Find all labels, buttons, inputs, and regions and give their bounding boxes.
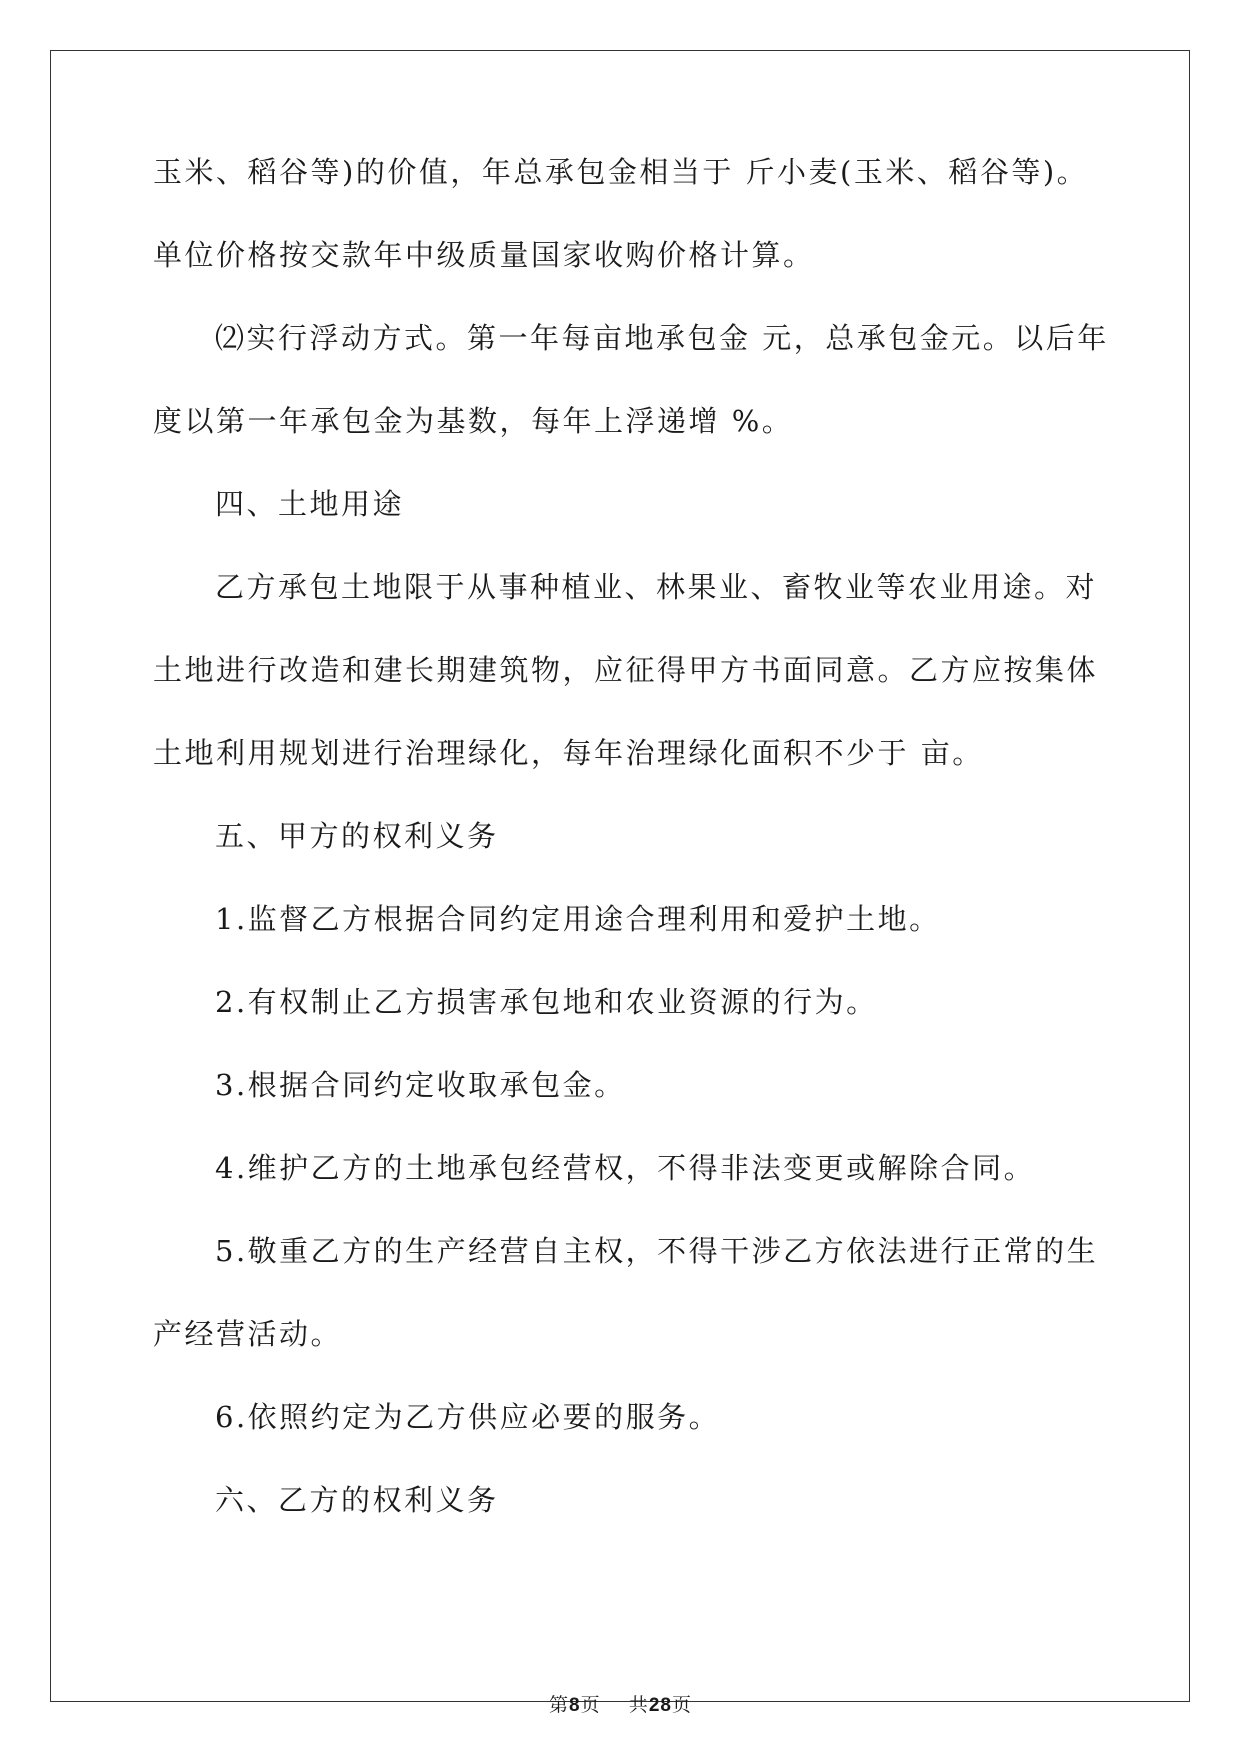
section-heading: 四、土地用途	[215, 487, 405, 521]
text-line: 乙方承包土地限于从事种植业、林果业、畜牧业等农业用途。对	[215, 570, 1098, 604]
text-line: 土地进行改造和建长期建筑物，应征得甲方书面同意。乙方应按集体	[153, 653, 1099, 687]
list-item: 5.敬重乙方的生产经营自主权，不得干涉乙方依法进行正常的生	[215, 1234, 1099, 1268]
total-suffix: 页	[671, 1694, 692, 1716]
text-line: 产经营活动。	[153, 1317, 343, 1351]
section-heading: 五、甲方的权利义务	[215, 819, 499, 853]
page-number: 8	[569, 1695, 581, 1716]
list-item: 4.维护乙方的土地承包经营权，不得非法变更或解除合同。	[215, 1151, 1036, 1185]
text-line: 玉米、稻谷等)的价值，年总承包金相当于 斤小麦(玉米、稻谷等)。	[153, 155, 1089, 189]
list-item: 3.根据合同约定收取承包金。	[215, 1068, 626, 1102]
list-item: 1.监督乙方根据合同约定用途合理利用和爱护土地。	[215, 902, 941, 936]
text-line: 土地利用规划进行治理绿化，每年治理绿化面积不少于 亩。	[153, 736, 984, 770]
total-prefix: 共	[628, 1694, 649, 1716]
page-suffix: 页	[580, 1694, 601, 1716]
page-prefix: 第	[549, 1694, 570, 1716]
text-line: 度以第一年承包金为基数，每年上浮递增 %。	[153, 404, 794, 438]
text-line: 单位价格按交款年中级质量国家收购价格计算。	[153, 238, 815, 272]
list-item: 6.依照约定为乙方供应必要的服务。	[215, 1400, 721, 1434]
section-heading: 六、乙方的权利义务	[215, 1483, 499, 1517]
total-pages: 28	[648, 1695, 672, 1716]
document-body	[153, 155, 1109, 1569]
page-footer	[0, 1690, 1241, 1717]
text-line: ⑵实行浮动方式。第一年每亩地承包金 元，总承包金元。以后年	[215, 321, 1109, 355]
list-item: 2.有权制止乙方损害承包地和农业资源的行为。	[215, 985, 878, 1019]
